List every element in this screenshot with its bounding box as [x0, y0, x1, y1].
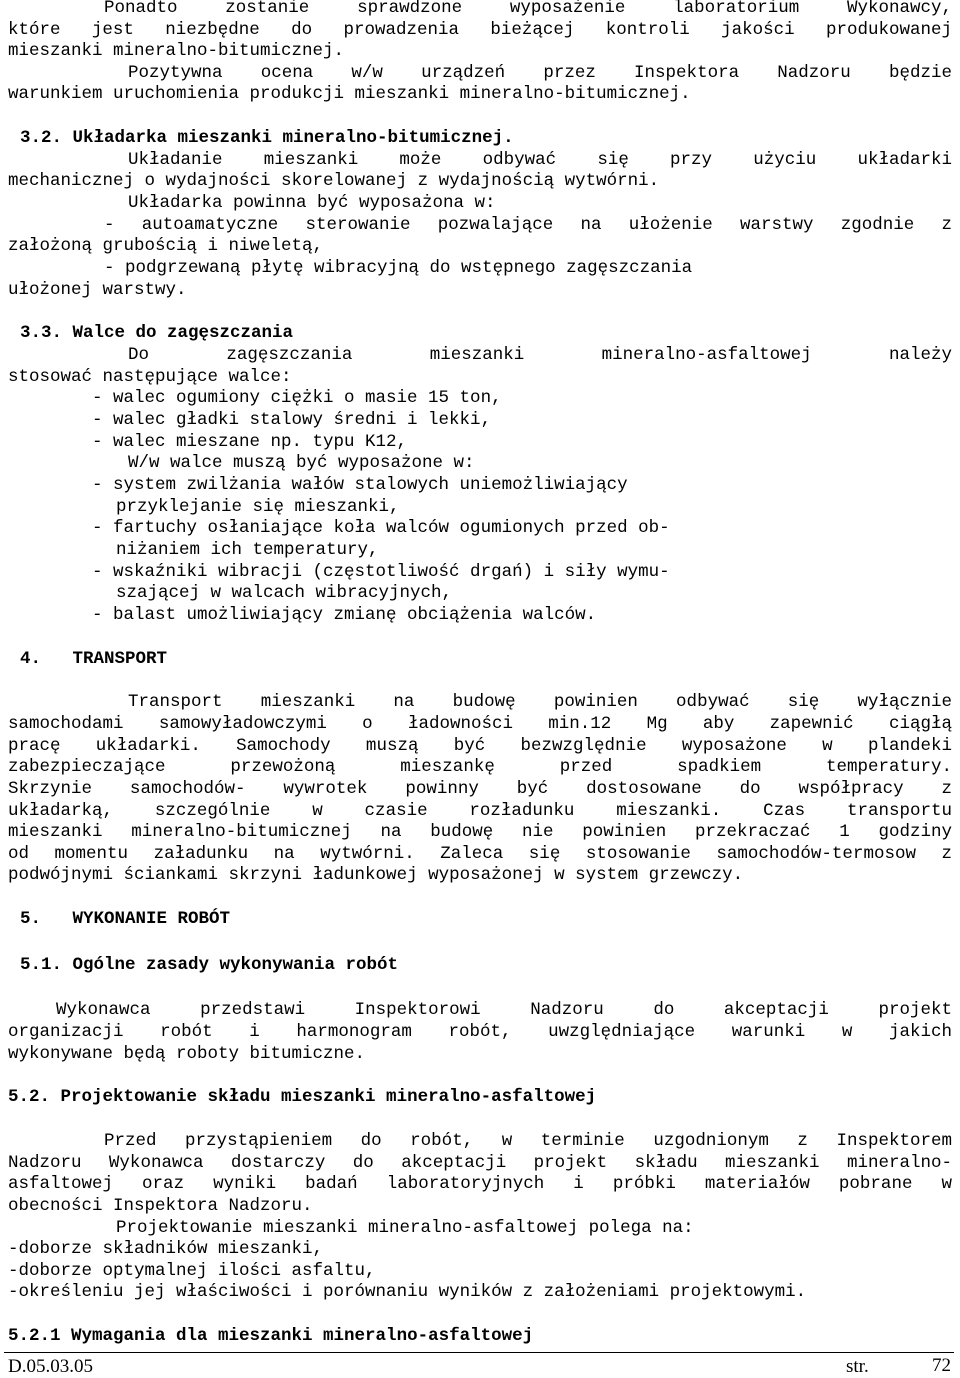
paragraph-transport-line4: zabezpieczające przewożoną mieszankę przed spadkiem temperatury.	[8, 757, 952, 777]
paragraph-transport-line6: układarką, szczególnie w czasie rozładunku mieszanki. Czas transportu	[8, 801, 952, 821]
paragraph-3-2-equipment: Układarka powinna być wyposażona w:	[128, 193, 496, 213]
heading-5-2-1: 5.2.1 Wymagania dla mieszanki mineralno-asfaltowej	[8, 1326, 534, 1346]
paragraph-transport-line1: Transport mieszanki na budowę powinien odbywać się wyłącznie	[128, 692, 952, 712]
paragraph-3-3-line1: Do zagęszczania mieszanki mineralno-asfaltowej należy	[128, 345, 952, 365]
paragraph-transport-line2: samochodami samowyładowczymi o ładowności min.12 Mg aby zapewnić ciągłą	[8, 714, 952, 734]
heading-4: 4. TRANSPORT	[20, 649, 168, 669]
footer-page-number: 72	[932, 1355, 951, 1376]
paragraph-transport-line7: mieszanki mineralno-bitumicznej na budowę nie powinien przekraczać 1 godziny	[8, 822, 952, 842]
list-equipment-item-2: - fartuchy osłaniające koła walców ogumionych przed ob-	[92, 518, 670, 538]
heading-5-2: 5.2. Projektowanie składu mieszanki mineralno-asfaltowej	[8, 1087, 597, 1107]
heading-3-2: 3.2. Układarka mieszanki mineralno-bitumicznej.	[20, 128, 514, 148]
list-design-item-3: -określeniu jej właściwości i porównaniu wyników z założeniami projektowymi.	[8, 1282, 807, 1302]
paragraph-3-3-line2: stosować następujące walce:	[8, 367, 292, 387]
paragraph-lab-line2: które jest niezbędne do prowadzenia bieżącej kontroli jakości produkowanej	[8, 20, 952, 40]
paragraph-approval-line2: warunkiem uruchomienia produkcji mieszanki mineralno-bitumicznej.	[8, 84, 691, 104]
list-rollers-item-2: - walec gładki stalowy średni i lekki,	[92, 410, 492, 430]
heading-5: 5. WYKONANIE ROBÓT	[20, 909, 231, 929]
footer-document-code: D.05.03.05	[8, 1356, 93, 1377]
heading-3-3: 3.3. Walce do zagęszczania	[20, 323, 294, 343]
bullet-auto-control-line2: założoną grubością i niweletą,	[8, 236, 324, 256]
bullet-auto-control-line1: - autoamatyczne sterowanie pozwalające na ułożenie warstwy zgodnie z	[104, 215, 952, 235]
bullet-heated-plate-line1: - podgrzewaną płytę wibracyjną do wstępnego zagęszczania	[104, 258, 693, 278]
paragraph-5-2-design: Projektowanie mieszanki mineralno-asfaltowej polega na:	[116, 1218, 694, 1238]
paragraph-5-2-line4: obecności Inspektora Nadzoru.	[8, 1196, 313, 1216]
paragraph-3-2-line1: Układanie mieszanki może odbywać się przy użyciu układarki	[128, 150, 952, 170]
paragraph-5-1-line1: Wykonawca przedstawi Inspektorowi Nadzoru do akceptacji projekt	[56, 1000, 952, 1020]
paragraph-rollers-equipment: W/w walce muszą być wyposażone w:	[128, 453, 475, 473]
paragraph-lab-line1: Ponadto zostanie sprawdzone wyposażenie laboratorium Wykonawcy,	[104, 0, 952, 18]
paragraph-5-2-line2: Nadzoru Wykonawca dostarczy do akceptacji projekt składu mieszanki mineralno-	[8, 1153, 952, 1173]
paragraph-transport-line3: pracę układarki. Samochody muszą być bezwzględnie wyposażone w plandeki	[8, 736, 952, 756]
list-equipment-item-1: - system zwilżania wałów stalowych uniemożliwiający	[92, 475, 628, 495]
paragraph-5-1-line3: wykonywane będą roboty bitumiczne.	[8, 1044, 366, 1064]
list-equipment-item-2-cont: niżaniem ich temperatury,	[116, 540, 379, 560]
bullet-heated-plate-line2: ułożonej warstwy.	[8, 280, 187, 300]
paragraph-5-2-line1: Przed przystąpieniem do robót, w terminie uzgodnionym z Inspektorem	[104, 1131, 952, 1151]
list-equipment-item-3-cont: szającej w walcach wibracyjnych,	[116, 583, 453, 603]
list-equipment-item-4: - balast umożliwiający zmianę obciążenia walców.	[92, 605, 597, 625]
list-equipment-item-1-cont: przyklejanie się mieszanki,	[116, 497, 400, 517]
heading-5-1: 5.1. Ogólne zasady wykonywania robót	[20, 955, 399, 975]
list-equipment-item-3: - wskaźniki wibracji (częstotliwość drgań) i siły wymu-	[92, 562, 670, 582]
paragraph-3-2-line2: mechanicznej o wydajności skorelowanej z wydajnością wytwórni.	[8, 171, 660, 191]
footer-str-label: str.	[846, 1356, 869, 1377]
paragraph-transport-line9: podwójnymi ściankami skrzyni ładunkowej wyposażonej w system grzewczy.	[8, 865, 744, 885]
list-rollers-item-1: - walec ogumiony ciężki o masie 15 ton,	[92, 388, 502, 408]
paragraph-5-1-line2: organizacji robót i harmonogram robót, uwzględniające warunki w jakich	[8, 1022, 952, 1042]
list-design-item-2: -doborze optymalnej ilości asfaltu,	[8, 1261, 376, 1281]
paragraph-5-2-line3: asfaltowej oraz wyniki badań laboratoryjnych i próbki materiałów pobrane w	[8, 1174, 952, 1194]
paragraph-transport-line8: od momentu załadunku na wytwórni. Zaleca się stosowanie samochodów-termosow z	[8, 844, 952, 864]
paragraph-transport-line5: Skrzynie samochodów- wywrotek powinny być dostosowane do współpracy z	[8, 779, 952, 799]
list-rollers-item-3: - walec mieszane np. typu K12,	[92, 432, 408, 452]
list-design-item-1: -doborze składników mieszanki,	[8, 1239, 324, 1259]
paragraph-lab-line3: mieszanki mineralno-bitumicznej.	[8, 41, 345, 61]
footer-divider	[4, 1352, 954, 1353]
paragraph-approval-line1: Pozytywna ocena w/w urządzeń przez Inspektora Nadzoru będzie	[128, 63, 952, 83]
